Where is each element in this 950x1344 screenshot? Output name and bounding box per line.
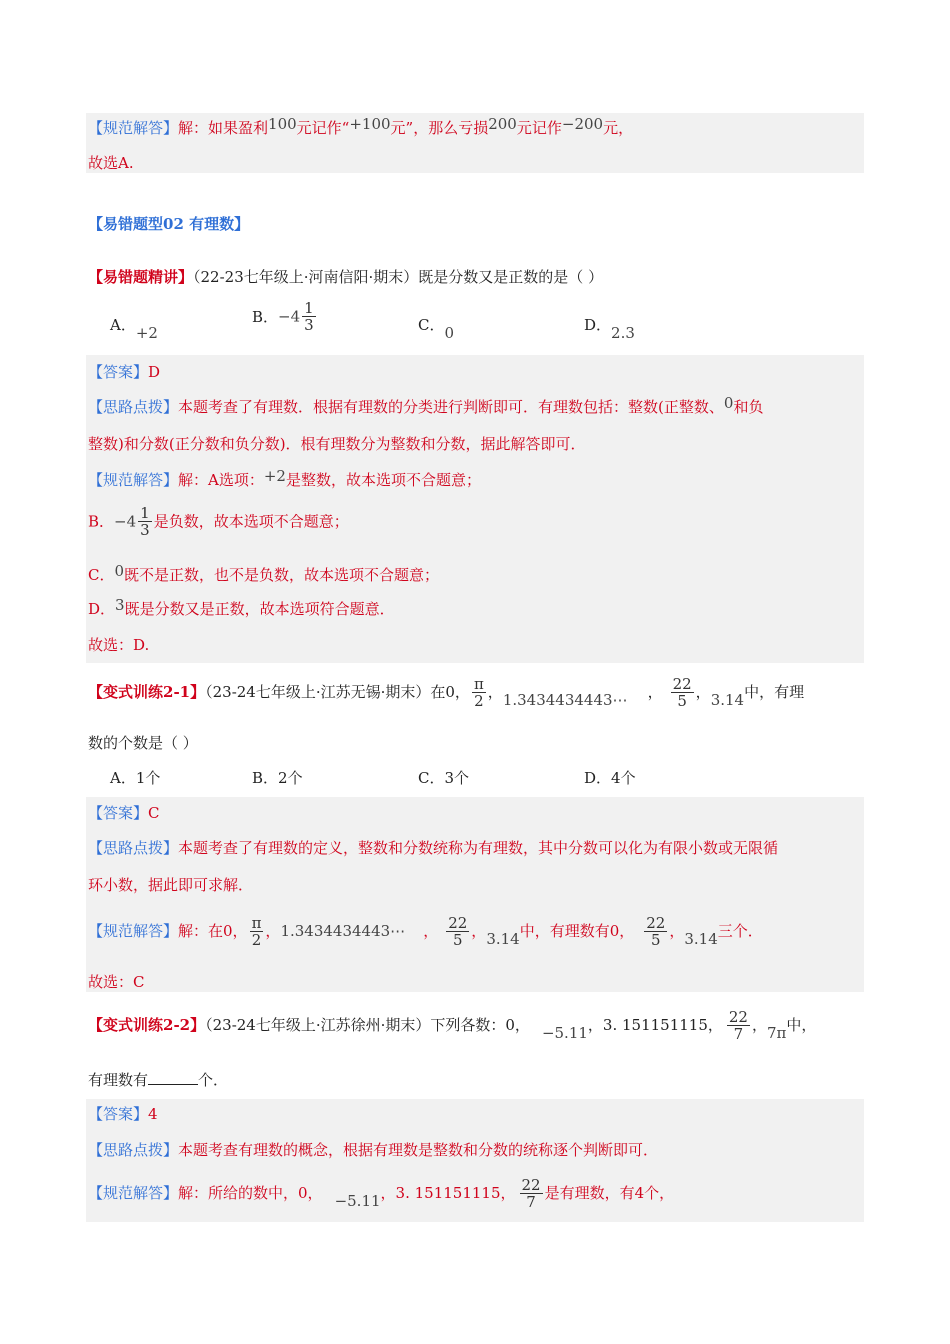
section-title: 【易错题型02 有理数】 — [88, 215, 250, 233]
q1-answer: 【答案】D — [88, 363, 161, 381]
q3-stem-line1: 【变式训练2-2】（23-24七年级上·江苏徐州·期末）下列各数：0， −5.11，3. 151151115， $\frac{22}{7}$ ，7π中， — [88, 1007, 817, 1043]
q2-stem-line1: 【变式训练2-1】（23-24七年级上·江苏无锡·期末）在0， $\frac{\pi}{2}$ ，1.3434434443⋯ ， $\frac{22}{5}$ ，3.14中，有理 — [88, 674, 805, 710]
q2-solution-line1: 【规范解答】解：在0， $\frac{\pi}{2}$ ，1.3434434443⋯ ， $\frac{22}{5}$ ，3.14中，有理数有0， $\frac{22}{5}$ ，3.14三个． — [88, 913, 763, 949]
q1-solution-line4: D．3既是分数又是正数，故本选项符合题意． — [88, 596, 395, 618]
q3-stem-line2: 有理数有 个． — [88, 1071, 229, 1089]
q1-stem: 【易错题精讲】（22-23七年级上·河南信阳·期末）既是分数又是正数的是（ ） — [88, 268, 604, 286]
q1-tag: 【易错题精讲】 — [88, 268, 194, 286]
q2-tag: 【变式训练2-1】 — [88, 683, 206, 701]
q2-conclusion: 故选：C — [88, 973, 145, 991]
q1-solution-line1: 【规范解答】解：A选项：+2是整数，故本选项不合题意； — [88, 467, 481, 489]
q1-solution-line2: B．−4 $\frac{1}{3}$ 是负数，故本选项不合题意； — [88, 504, 349, 539]
q1-hint-line2: 整数)和分数(正分数和负分数)．根有理数分为整数和分数，据此解答即可． — [88, 435, 586, 453]
q2-option-b: B．2个 — [252, 769, 303, 787]
q1-option-c: C．0 — [418, 316, 455, 342]
q3-hint: 【思路点拨】本题考查有理数的概念，根据有理数是整数和分数的统称逐个判断即可． — [88, 1141, 659, 1159]
q1-option-b-fraction: $\frac{1}{3}$ — [304, 299, 314, 334]
q2-option-a: A．1个 — [110, 769, 161, 787]
q2-stem-line2: 数的个数是（ ） — [88, 734, 198, 752]
q1-conclusion: 故选：D. — [88, 636, 150, 654]
q1-hint-line1: 【思路点拨】本题考查了有理数．根据有理数的分类进行判断即可．有理数包括：整数(正整数、0和负 — [88, 394, 764, 416]
q1-solution-line3: C．0既不是正数，也不是负数，故本选项不合题意； — [88, 562, 440, 584]
q2-option-c: C．3个 — [418, 769, 470, 787]
prev-conclusion: 故选A. — [88, 154, 134, 172]
q3-answer-blank[interactable] — [148, 1071, 198, 1085]
q2-hint-line2: 环小数，据此即可求解． — [88, 876, 254, 894]
q1-option-a: A．+2 — [110, 316, 158, 342]
solution-tag: 【规范解答】 — [88, 119, 179, 137]
q3-answer: 【答案】4 — [88, 1105, 158, 1123]
q2-option-d: D．4个 — [584, 769, 636, 787]
q3-tag: 【变式训练2-2】 — [88, 1016, 206, 1034]
q1-option-d: D．2.3 — [584, 316, 635, 342]
q2-hint-line1: 【思路点拨】本题考查了有理数的定义，整数和分数统称为有理数，其中分数可以化为有限小数或无限循 — [88, 839, 779, 857]
q3-solution: 【规范解答】解：所给的数中，0， −5.11，3. 151151115， $\frac{22}{7}$ 是有理数，有4个， — [88, 1175, 675, 1211]
prev-solution-line: 【规范解答】解：如果盈利100元记作“+100元”，那么亏损200元记作−200元， — [88, 115, 634, 137]
q1-option-b: B．−4 $\frac{1}{3}$ — [252, 299, 314, 334]
q2-answer: 【答案】C — [88, 804, 160, 822]
